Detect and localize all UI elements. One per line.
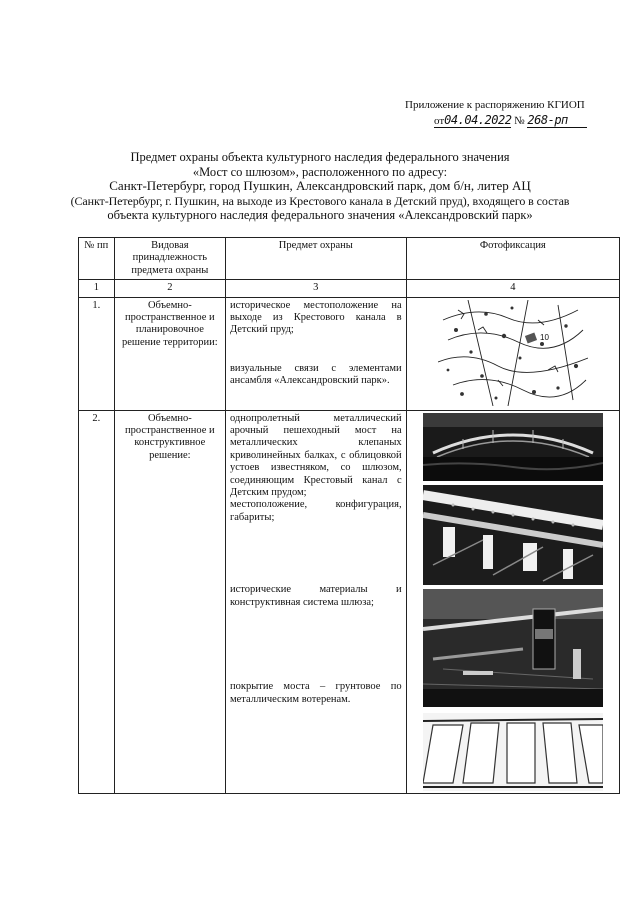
- row-photos: [406, 410, 619, 793]
- title-line: Предмет охраны объекта культурного наследия федерального значения: [130, 150, 510, 164]
- svg-text:10: 10: [539, 332, 549, 342]
- protection-table: [78, 237, 620, 794]
- row-number: 2.: [79, 410, 115, 793]
- header-kind: Видовая принадлежность предмета охраны: [114, 238, 225, 280]
- subject-item: исторические материалы и конструктивная система шлюза;: [229, 584, 402, 608]
- row-number: 1.: [79, 297, 115, 410]
- date-handwritten: 04.04.2022: [444, 113, 512, 127]
- site-plan-photo: [438, 300, 588, 406]
- table-row: [79, 297, 620, 410]
- title-line: объекта культурного наследия федерального значения «Александровский парк»: [107, 208, 533, 222]
- title-line: «Мост со шлюзом», расположенного по адресу:: [192, 164, 448, 179]
- column-number: 3: [225, 280, 406, 297]
- column-number: 2: [114, 280, 225, 297]
- header-subject: Предмет охраны: [225, 238, 406, 280]
- title-line: Санкт-Петербург, город Пушкин, Александровский парк, дом б/н, литер АЦ: [109, 178, 531, 193]
- table-row: [79, 410, 620, 793]
- title-line: (Санкт-Петербург, г. Пушкин, на выходе из Крестового канала в Детский пруд), входящего в состав: [70, 193, 570, 208]
- row-subject: [225, 297, 406, 410]
- subject-item: визуальные связи с элементами ансамбля «Александровский парк».: [229, 362, 402, 387]
- appendix-label: [405, 98, 585, 112]
- subject-item: покрытие моста – грунтовое по металлическим вотеренам.: [229, 681, 402, 705]
- subject-item: историческое местоположение на выходе из Крестового канала в Детский пруд;: [229, 299, 402, 336]
- header-number: № пп: [79, 238, 115, 280]
- appendix-date-number: [434, 113, 587, 128]
- header-photo: Фотофиксация: [406, 238, 619, 280]
- column-number: 1: [79, 280, 115, 297]
- order-number: 268-рп: [527, 113, 587, 128]
- column-number: 4: [406, 280, 619, 297]
- row-kind: Объемно-пространственное и планировочное решение территории:: [114, 297, 225, 410]
- bridge-arch-photo: [423, 413, 603, 481]
- row-photo: [406, 297, 619, 410]
- appendix-line: Приложение к распоряжению КГИОП: [405, 99, 585, 111]
- bridge-beams-photo: [423, 485, 603, 585]
- subject-item: местоположение, конфигурация, габариты;: [229, 499, 402, 523]
- table-header-row: [79, 238, 620, 280]
- order-date: [434, 113, 511, 128]
- number-prefix: №: [514, 115, 525, 127]
- row-kind: Объемно-пространственное и конструктивное решение:: [114, 410, 225, 793]
- row-subject: [225, 410, 406, 793]
- bridge-deck-photo: [423, 713, 603, 791]
- table-column-number-row: [79, 280, 620, 297]
- sluice-structure-photo: [423, 589, 603, 707]
- document-title: [0, 150, 640, 223]
- subject-item: однопролетный металлический арочный пешеходный мост на металлических клепаных криволинейных балках, с облицовкой устоев известняком, со шлюзом, соединяющим Крестовый канал с Детским прудом;: [229, 412, 402, 499]
- date-prefix: от: [434, 115, 445, 127]
